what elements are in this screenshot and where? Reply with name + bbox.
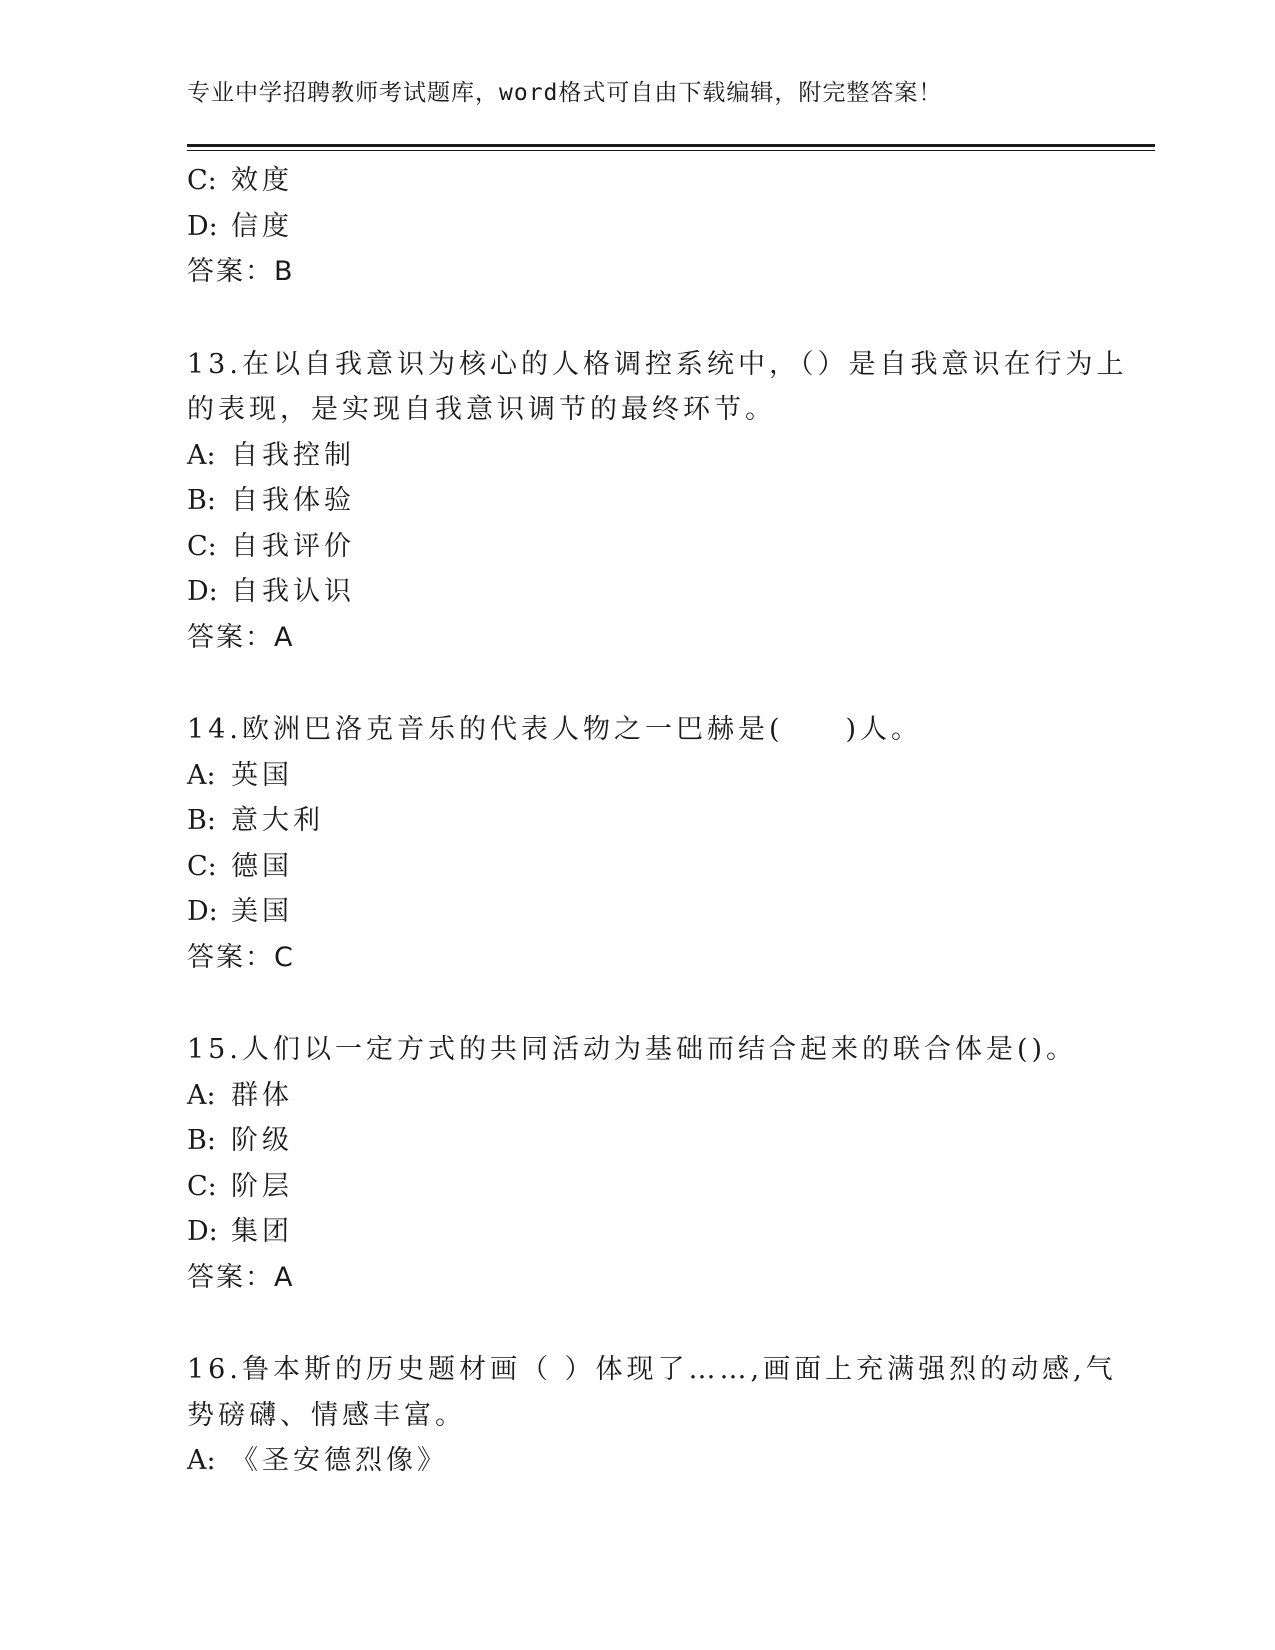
answer-line: 答案：B (187, 256, 295, 287)
header-divider-thick (187, 144, 1155, 147)
question-fragment (187, 158, 1087, 295)
option-text: 英国 (231, 759, 293, 791)
option-text: 意大利 (231, 805, 324, 836)
option-text: 阶层 (231, 1170, 293, 1202)
question-13 (187, 342, 1128, 661)
option-key: B: (187, 805, 216, 836)
option-text: 美国 (231, 896, 293, 927)
option-d (187, 1209, 1087, 1255)
option-key: A: (187, 439, 216, 471)
option-c (187, 844, 1087, 890)
question-text-line: 16.鲁本斯的历史题材画（ ）体现了……,画面上充满强烈的动感,气 (187, 1354, 1117, 1385)
option-key: B: (187, 485, 216, 516)
option-key: C: (187, 850, 217, 882)
option-key: D: (187, 896, 218, 927)
option-text: 自我认识 (231, 576, 355, 607)
answer-line: 答案：A (187, 621, 295, 653)
option-key: D: (187, 576, 218, 607)
option-text: 自我评价 (231, 530, 355, 562)
option-text: 阶级 (231, 1125, 293, 1156)
question-15 (187, 1027, 1087, 1300)
option-d (187, 204, 1087, 250)
option-text: 集团 (231, 1216, 293, 1247)
option-a (187, 1073, 1087, 1119)
question-text-line: 15.人们以一定方式的共同活动为基础而结合起来的联合体是()。 (187, 1034, 1078, 1065)
option-b (187, 1118, 1087, 1164)
option-text: 自我体验 (231, 485, 355, 516)
option-text: 自我控制 (231, 439, 355, 471)
option-key: A: (187, 759, 216, 791)
question-text-line: 14.欧洲巴洛克音乐的代表人物之一巴赫是( )人。 (187, 714, 923, 745)
option-text: 《圣安德烈像》 (231, 1445, 448, 1476)
option-b (187, 478, 1087, 524)
question-text-line: 势磅礴、情感丰富。 (187, 1399, 466, 1431)
option-key: C: (187, 530, 217, 562)
option-c (187, 158, 1087, 204)
option-key: A: (187, 1079, 216, 1111)
option-text: 德国 (231, 850, 293, 882)
option-c (187, 1164, 1087, 1210)
question-list (187, 158, 1128, 1484)
option-text: 信度 (231, 210, 293, 242)
question-16 (187, 1347, 1117, 1484)
option-b (187, 798, 1087, 844)
option-text: 群体 (231, 1079, 293, 1111)
answer-line: 答案：C (187, 941, 295, 973)
question-14 (187, 707, 1087, 980)
question-text-line: 的表现，是实现自我意识调节的最终环节。 (187, 394, 776, 425)
answer-line: 答案：A (187, 1261, 295, 1293)
option-key: D: (187, 210, 218, 242)
option-text: 效度 (231, 165, 293, 196)
option-a (187, 753, 1087, 799)
option-a (187, 1438, 1087, 1484)
header-divider-thin (187, 150, 1155, 151)
option-key: C: (187, 1170, 217, 1202)
question-text-line: 13.在以自我意识为核心的人格调控系统中，（）是自我意识在行为上 (187, 348, 1128, 380)
option-c (187, 524, 1087, 570)
option-d (187, 889, 1087, 935)
option-d (187, 569, 1087, 615)
page-header: 专业中学招聘教师考试题库，word格式可自由下载编辑，附完整答案！ (187, 80, 943, 106)
option-key: D: (187, 1216, 218, 1247)
option-key: B: (187, 1125, 216, 1156)
option-a (187, 433, 1087, 479)
option-key: C: (187, 165, 217, 196)
option-key: A: (187, 1445, 216, 1476)
